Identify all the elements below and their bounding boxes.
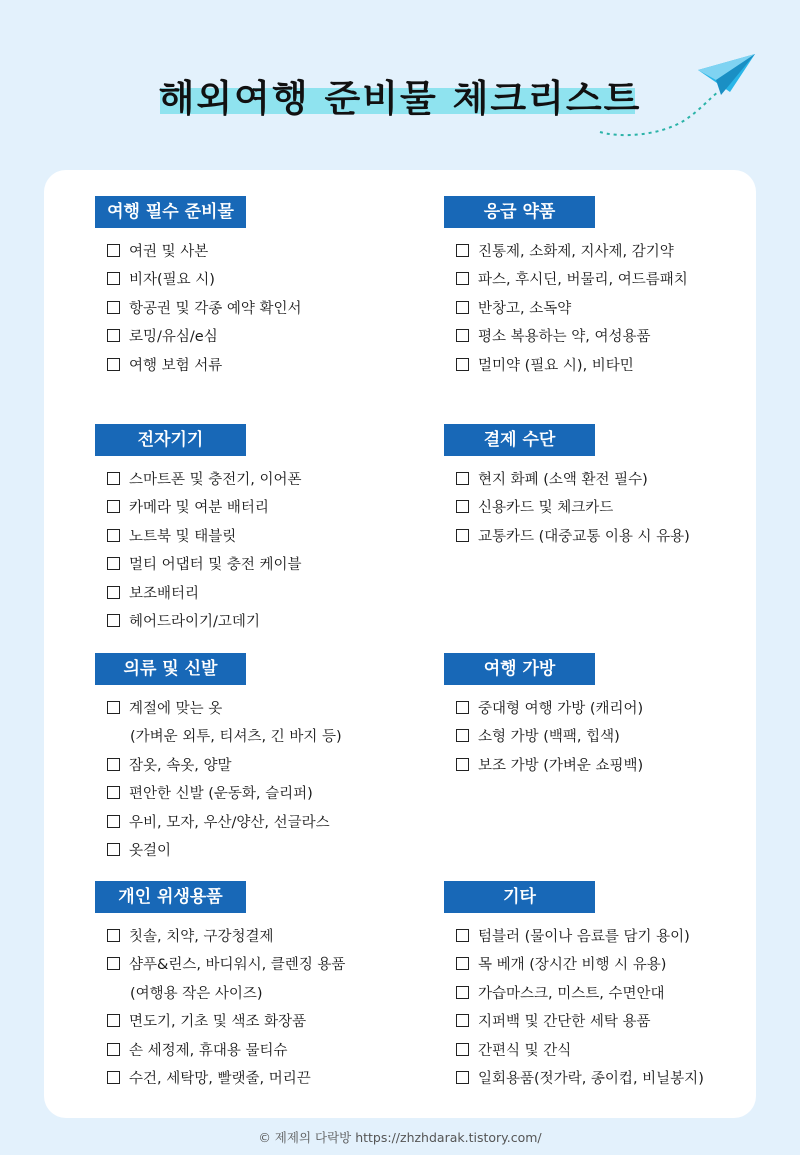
checklist-item[interactable] [95, 550, 302, 579]
checkbox-icon[interactable] [456, 244, 469, 257]
checkbox-icon[interactable] [107, 244, 120, 257]
item-label: 멀티 어댑터 및 충전 케이블 [129, 557, 302, 574]
checklist-item[interactable] [444, 521, 690, 550]
section-header: 여행 가방 [444, 653, 595, 685]
checklist-item[interactable] [444, 493, 690, 522]
item-label: 샴푸&린스, 바디워시, 클렌징 용품 [129, 957, 346, 974]
checkbox-icon[interactable] [107, 758, 120, 771]
checkbox-icon[interactable] [107, 500, 120, 513]
checklist-item[interactable] [95, 1007, 345, 1036]
item-label: 목 베개 (장시간 비행 시 유용) [478, 957, 667, 974]
item-label: 여행 보험 서류 [129, 357, 223, 374]
checklist-item-note [95, 978, 345, 1007]
checkbox-icon[interactable] [107, 929, 120, 942]
item-label: 일회용품(젓가락, 종이컵, 비닐봉지) [478, 1071, 704, 1088]
checkbox-icon[interactable] [456, 272, 469, 285]
checkbox-icon[interactable] [107, 843, 120, 856]
checklist-item[interactable] [95, 607, 302, 636]
checklist-item[interactable] [444, 293, 688, 322]
item-label: 비자(필요 시) [129, 272, 215, 289]
item-label: 중대형 여행 가방 (캐리어) [478, 700, 644, 717]
item-label: 우비, 모자, 우산/양산, 선글라스 [129, 814, 330, 831]
checkbox-icon[interactable] [456, 529, 469, 542]
checklist-item[interactable] [95, 693, 342, 722]
item-label: 카메라 및 여분 배터리 [129, 500, 269, 517]
checkbox-icon[interactable] [456, 1014, 469, 1027]
checklist-item[interactable] [95, 1035, 345, 1064]
checklist-item[interactable] [444, 1064, 704, 1093]
section-hygiene [95, 881, 345, 1092]
page-title: 해외여행 준비물 체크리스트 [158, 77, 642, 120]
item-label: 보조배터리 [129, 585, 200, 602]
checkbox-icon[interactable] [456, 986, 469, 999]
checkbox-icon[interactable] [456, 758, 469, 771]
checklist-item[interactable] [95, 836, 342, 865]
item-label: 멀미약 (필요 시), 비타민 [478, 357, 634, 374]
checkbox-icon[interactable] [107, 1014, 120, 1027]
checklist-item[interactable] [95, 950, 345, 979]
checklist-item[interactable] [95, 578, 302, 607]
checkbox-icon[interactable] [107, 557, 120, 570]
checklist-item[interactable] [444, 236, 688, 265]
checklist-item[interactable] [444, 921, 704, 950]
checkbox-icon[interactable] [107, 1071, 120, 1084]
checklist-item[interactable] [444, 750, 643, 779]
checkbox-icon[interactable] [456, 358, 469, 371]
checklist-item-note [95, 722, 342, 751]
checkbox-icon[interactable] [107, 329, 120, 342]
section-header: 개인 위생용품 [95, 881, 246, 913]
item-note: (여행용 작은 사이즈) [130, 985, 263, 1002]
checkbox-icon[interactable] [456, 701, 469, 714]
checklist-item[interactable] [444, 978, 704, 1007]
checklist-item[interactable] [444, 1035, 704, 1064]
checklist-item[interactable] [444, 350, 688, 379]
item-label: 소형 가방 (백팩, 힙색) [478, 729, 620, 746]
checklist-card [44, 170, 756, 1118]
checkbox-icon[interactable] [456, 957, 469, 970]
checklist-item[interactable] [95, 921, 345, 950]
item-label: 편안한 신발 (운동화, 슬리퍼) [129, 786, 313, 803]
checkbox-icon[interactable] [456, 500, 469, 513]
section-list [444, 693, 643, 779]
section-header: 결제 수단 [444, 424, 595, 456]
checkbox-icon[interactable] [456, 929, 469, 942]
checkbox-icon[interactable] [456, 329, 469, 342]
item-label: 손 세정제, 휴대용 물티슈 [129, 1042, 288, 1059]
section-etc [444, 881, 704, 1092]
section-electronics [95, 424, 302, 635]
section-header: 의류 및 신발 [95, 653, 246, 685]
section-list [95, 464, 302, 635]
checkbox-icon[interactable] [456, 1071, 469, 1084]
item-label: 파스, 후시딘, 버물리, 여드름패치 [478, 272, 688, 289]
item-note: (가벼운 외투, 티셔츠, 긴 바지 등) [130, 729, 342, 746]
item-label: 잠옷, 속옷, 양말 [129, 757, 232, 774]
checkbox-icon[interactable] [456, 1043, 469, 1056]
item-label: 평소 복용하는 약, 여성용품 [478, 329, 651, 346]
item-label: 교통카드 (대중교통 이용 시 유용) [478, 528, 690, 545]
item-label: 지퍼백 및 간단한 세탁 용품 [478, 1014, 651, 1031]
item-label: 계절에 맞는 옷 [129, 700, 223, 717]
checklist-item[interactable] [95, 750, 342, 779]
section-payment [444, 424, 690, 550]
checklist-item[interactable] [444, 950, 704, 979]
section-header: 응급 약품 [444, 196, 595, 228]
item-label: 수건, 세탁망, 빨랫줄, 머리끈 [129, 1071, 311, 1088]
checklist-item[interactable] [95, 464, 302, 493]
item-label: 로밍/유심/e심 [129, 329, 218, 346]
checkbox-icon[interactable] [107, 1043, 120, 1056]
section-clothing [95, 653, 342, 864]
checkbox-icon[interactable] [107, 272, 120, 285]
checkbox-icon[interactable] [107, 786, 120, 799]
checkbox-icon[interactable] [456, 301, 469, 314]
checklist-item[interactable] [95, 265, 302, 294]
item-label: 텀블러 (물이나 음료를 담기 용이) [478, 928, 690, 945]
section-list [95, 921, 345, 1092]
checkbox-icon[interactable] [107, 701, 120, 714]
checkbox-icon[interactable] [107, 586, 120, 599]
checklist-item[interactable] [95, 779, 342, 808]
item-label: 스마트폰 및 충전기, 이어폰 [129, 471, 302, 488]
checklist-item[interactable] [444, 322, 688, 351]
section-essentials [95, 196, 302, 379]
section-medicine [444, 196, 688, 379]
checklist-item[interactable] [444, 1007, 704, 1036]
checkbox-icon[interactable] [107, 358, 120, 371]
section-header: 기타 [444, 881, 595, 913]
checklist-item[interactable] [95, 493, 302, 522]
checklist-item[interactable] [95, 1064, 345, 1093]
item-label: 간편식 및 간식 [478, 1042, 572, 1059]
section-list [95, 236, 302, 379]
item-label: 가습마스크, 미스트, 수면안대 [478, 985, 665, 1002]
checkbox-icon[interactable] [107, 472, 120, 485]
checklist-item[interactable] [444, 722, 643, 751]
section-list [444, 464, 690, 550]
item-label: 칫솔, 치약, 구강청결제 [129, 928, 274, 945]
item-label: 진통제, 소화제, 지사제, 감기약 [478, 243, 674, 260]
item-label: 면도기, 기초 및 색조 화장품 [129, 1014, 307, 1031]
item-label: 반창고, 소독약 [478, 300, 572, 317]
checkbox-icon[interactable] [456, 472, 469, 485]
item-label: 보조 가방 (가벼운 쇼핑백) [478, 757, 644, 774]
item-label: 헤어드라이기/고데기 [129, 614, 260, 631]
section-luggage [444, 653, 643, 779]
checklist-item[interactable] [95, 322, 302, 351]
item-label: 현지 화폐 (소액 환전 필수) [478, 471, 648, 488]
checkbox-icon[interactable] [107, 301, 120, 314]
section-header: 전자기기 [95, 424, 246, 456]
checkbox-icon[interactable] [456, 729, 469, 742]
paper-plane-icon [590, 40, 765, 140]
checklist-item[interactable] [444, 464, 690, 493]
checkbox-icon[interactable] [107, 529, 120, 542]
checkbox-icon[interactable] [107, 614, 120, 627]
item-label: 항공권 및 각종 예약 확인서 [129, 300, 302, 317]
checklist-item[interactable] [95, 350, 302, 379]
footer-credit: © 제제의 다락방 https://zhzhdarak.tistory.com/ [258, 1130, 542, 1145]
item-label: 노트북 및 태블릿 [129, 528, 237, 545]
section-header: 여행 필수 준비물 [95, 196, 246, 228]
item-label: 신용카드 및 체크카드 [478, 500, 614, 517]
section-list [444, 921, 704, 1092]
checklist-item[interactable] [95, 293, 302, 322]
checklist-item[interactable] [95, 807, 342, 836]
title-area [0, 0, 800, 150]
checklist-item[interactable] [95, 236, 302, 265]
checklist-item[interactable] [444, 265, 688, 294]
section-list [95, 693, 342, 864]
checklist-item[interactable] [444, 693, 643, 722]
checklist-item[interactable] [95, 521, 302, 550]
checkbox-icon[interactable] [107, 815, 120, 828]
item-label: 여권 및 사본 [129, 243, 209, 260]
checkbox-icon[interactable] [107, 957, 120, 970]
section-list [444, 236, 688, 379]
item-label: 옷걸이 [129, 843, 172, 860]
